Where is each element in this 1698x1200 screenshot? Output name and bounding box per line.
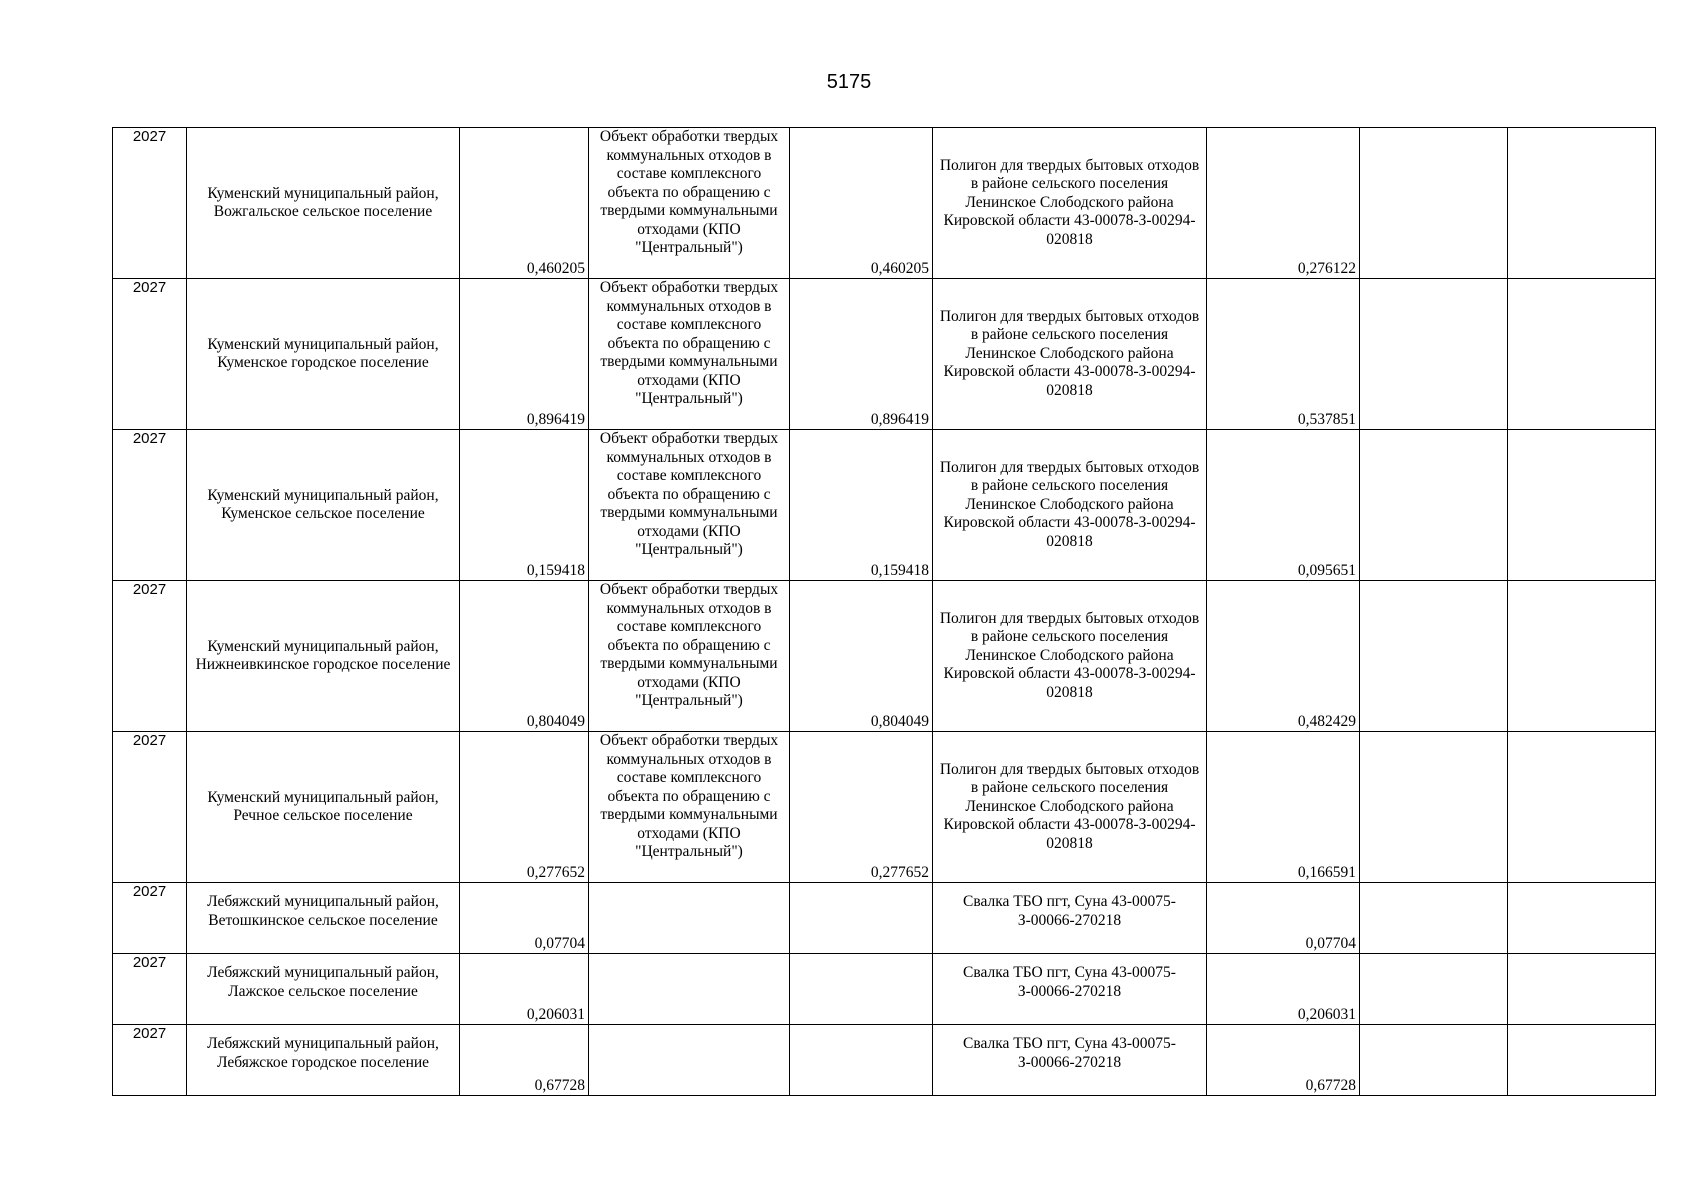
facility-volume-cell: [790, 954, 933, 1025]
landfill-volume-cell: 0,07704: [1207, 883, 1360, 954]
volume-cell: 0,67728: [460, 1025, 589, 1096]
processing-facility-cell: Объект обработки твердых коммунальных отходов в составе комплексного объекта по обращению с твердыми коммунальными отходами (КПО "Центральный"): [589, 732, 790, 883]
table-row: [113, 954, 1656, 1025]
landfill-cell: Свалка ТБО пгт, Суна 43-00075-З-00066-270218: [933, 1025, 1207, 1096]
municipality-cell: Куменский муниципальный район, Куменское сельское поселение: [187, 430, 460, 581]
landfill-volume-cell: 0,166591: [1207, 732, 1360, 883]
landfill-cell: Полигон для твердых бытовых отходов в районе сельского поселения Ленинское Слободского района Кировской области 43-00078-З-00294-020818: [933, 581, 1207, 732]
year-cell: 2027: [113, 1025, 187, 1096]
landfill-volume-cell: 0,206031: [1207, 954, 1360, 1025]
volume-cell: 0,277652: [460, 732, 589, 883]
table-row: [113, 581, 1656, 732]
landfill-volume-cell: 0,537851: [1207, 279, 1360, 430]
empty-cell: [1508, 1025, 1656, 1096]
year-cell: 2027: [113, 128, 187, 279]
table-row: [113, 732, 1656, 883]
year-cell: 2027: [113, 883, 187, 954]
year-cell: 2027: [113, 732, 187, 883]
table-row: [113, 279, 1656, 430]
processing-facility-cell: Объект обработки твердых коммунальных отходов в составе комплексного объекта по обращению с твердыми коммунальными отходами (КПО "Центральный"): [589, 581, 790, 732]
facility-volume-cell: [790, 883, 933, 954]
empty-cell: [1508, 954, 1656, 1025]
year-cell: 2027: [113, 581, 187, 732]
empty-cell: [1360, 279, 1508, 430]
year-cell: 2027: [113, 954, 187, 1025]
table-row: [113, 128, 1656, 279]
landfill-cell: Полигон для твердых бытовых отходов в районе сельского поселения Ленинское Слободского района Кировской области 43-00078-З-00294-020818: [933, 128, 1207, 279]
facility-volume-cell: 0,159418: [790, 430, 933, 581]
landfill-volume-cell: 0,67728: [1207, 1025, 1360, 1096]
volume-cell: 0,804049: [460, 581, 589, 732]
empty-cell: [1508, 732, 1656, 883]
landfill-cell: Свалка ТБО пгт, Суна 43-00075-З-00066-270218: [933, 883, 1207, 954]
municipality-cell: Лебяжский муниципальный район, Ветошкинское сельское поселение: [187, 883, 460, 954]
empty-cell: [1360, 581, 1508, 732]
processing-facility-cell: Объект обработки твердых коммунальных отходов в составе комплексного объекта по обращению с твердыми коммунальными отходами (КПО "Центральный"): [589, 430, 790, 581]
facility-volume-cell: 0,804049: [790, 581, 933, 732]
landfill-volume-cell: 0,276122: [1207, 128, 1360, 279]
landfill-cell: Полигон для твердых бытовых отходов в районе сельского поселения Ленинское Слободского района Кировской области 43-00078-З-00294-020818: [933, 279, 1207, 430]
municipality-cell: Куменский муниципальный район, Речное сельское поселение: [187, 732, 460, 883]
empty-cell: [1360, 430, 1508, 581]
facility-volume-cell: 0,460205: [790, 128, 933, 279]
empty-cell: [1360, 1025, 1508, 1096]
volume-cell: 0,07704: [460, 883, 589, 954]
volume-cell: 0,206031: [460, 954, 589, 1025]
facility-volume-cell: 0,277652: [790, 732, 933, 883]
landfill-volume-cell: 0,095651: [1207, 430, 1360, 581]
municipality-cell: Куменский муниципальный район, Вожгальское сельское поселение: [187, 128, 460, 279]
municipality-cell: Лебяжский муниципальный район, Лажское сельское поселение: [187, 954, 460, 1025]
year-cell: 2027: [113, 430, 187, 581]
municipality-cell: Куменский муниципальный район, Куменское городское поселение: [187, 279, 460, 430]
empty-cell: [1508, 128, 1656, 279]
volume-cell: 0,159418: [460, 430, 589, 581]
empty-cell: [1508, 279, 1656, 430]
page-number: 5175: [826, 71, 872, 93]
landfill-volume-cell: 0,482429: [1207, 581, 1360, 732]
municipality-cell: Куменский муниципальный район, Нижнеивкинское городское поселение: [187, 581, 460, 732]
facility-volume-cell: [790, 1025, 933, 1096]
waste-flow-table: [112, 127, 1656, 1096]
empty-cell: [1360, 128, 1508, 279]
year-cell: 2027: [113, 279, 187, 430]
empty-cell: [1360, 954, 1508, 1025]
volume-cell: 0,460205: [460, 128, 589, 279]
table-row: [113, 1025, 1656, 1096]
landfill-cell: Полигон для твердых бытовых отходов в районе сельского поселения Ленинское Слободского района Кировской области 43-00078-З-00294-020818: [933, 430, 1207, 581]
processing-facility-cell: [589, 883, 790, 954]
empty-cell: [1508, 430, 1656, 581]
volume-cell: 0,896419: [460, 279, 589, 430]
table-row: [113, 883, 1656, 954]
table-row: [113, 430, 1656, 581]
empty-cell: [1360, 883, 1508, 954]
facility-volume-cell: 0,896419: [790, 279, 933, 430]
processing-facility-cell: Объект обработки твердых коммунальных отходов в составе комплексного объекта по обращению с твердыми коммунальными отходами (КПО "Центральный"): [589, 279, 790, 430]
processing-facility-cell: [589, 954, 790, 1025]
empty-cell: [1508, 883, 1656, 954]
processing-facility-cell: Объект обработки твердых коммунальных отходов в составе комплексного объекта по обращению с твердыми коммунальными отходами (КПО "Центральный"): [589, 128, 790, 279]
empty-cell: [1508, 581, 1656, 732]
processing-facility-cell: [589, 1025, 790, 1096]
landfill-cell: Свалка ТБО пгт, Суна 43-00075-З-00066-270218: [933, 954, 1207, 1025]
landfill-cell: Полигон для твердых бытовых отходов в районе сельского поселения Ленинское Слободского района Кировской области 43-00078-З-00294-020818: [933, 732, 1207, 883]
municipality-cell: Лебяжский муниципальный район, Лебяжское городское поселение: [187, 1025, 460, 1096]
empty-cell: [1360, 732, 1508, 883]
